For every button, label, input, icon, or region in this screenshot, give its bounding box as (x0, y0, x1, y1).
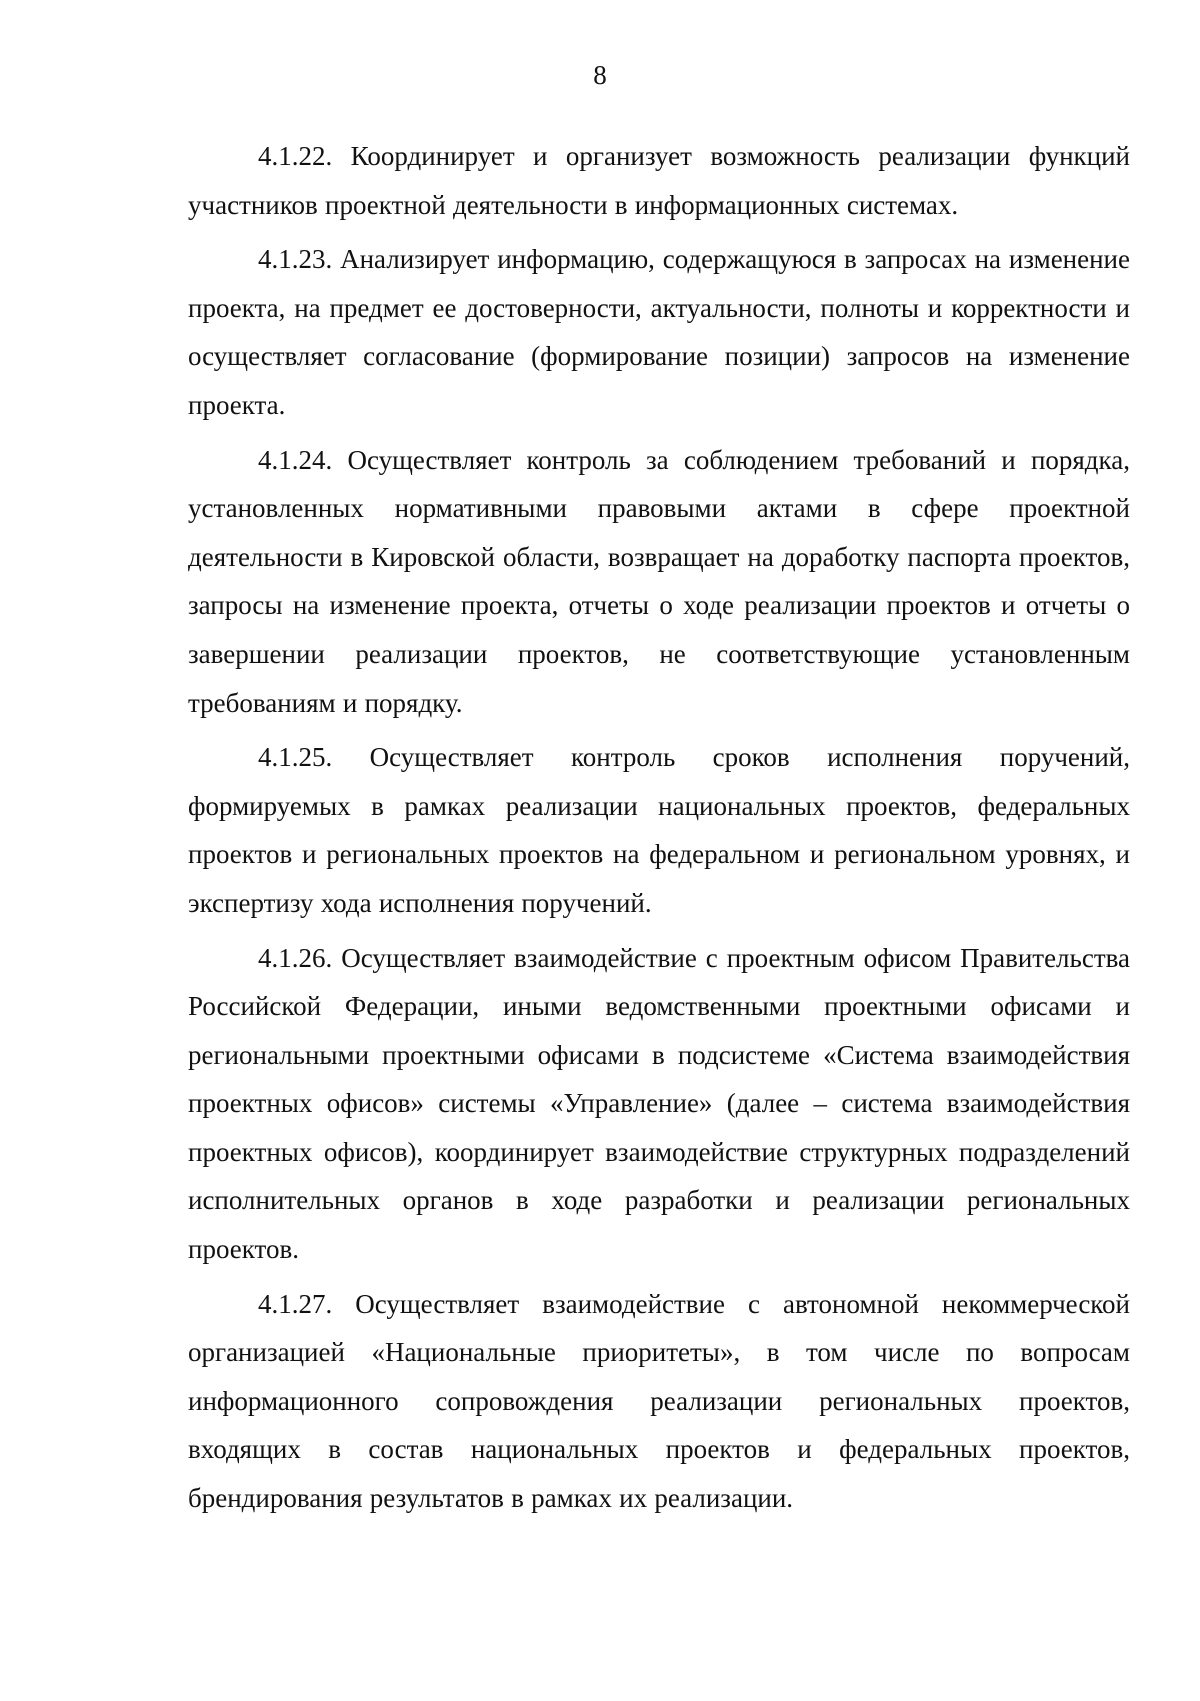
paragraph-4-1-24: 4.1.24. Осуществляет контроль за соблюдением требований и порядка, установленных нормативными правовыми актами в сфере проектной деятельности в Кировской области, возвращает на доработку паспорта проектов, запросы на изменение проекта, отчеты о ходе реализации проектов и отчеты о завершении реализации проектов, не соответствующие установленным требованиям и порядку. (188, 444, 1130, 718)
document-body (188, 132, 1130, 1529)
paragraph-4-1-26: 4.1.26. Осуществляет взаимодействие с проектным офисом Правительства Российской Федерации, иными ведомственными проектными офисами и региональными проектными офисами в подсистеме «Система взаимодействия проектных офисов» системы «Управление» (далее – система взаимодействия проектных офисов), координирует взаимодействие структурных подразделений исполнительных органов в ходе разработки и реализации региональных проектов. (188, 942, 1130, 1265)
page-number: 8 (593, 60, 607, 90)
paragraph-4-1-27: 4.1.27. Осуществляет взаимодействие с автономной некоммерческой организацией «Национальные приоритеты», в том числе по вопросам информационного сопровождения реализации региональных проектов, входящих в состав национальных проектов и федеральных проектов, брендирования результатов в рамках их реализации. (188, 1288, 1130, 1514)
paragraph-4-1-25: 4.1.25. Осуществляет контроль сроков исполнения поручений, формируемых в рамках реализации национальных проектов, федеральных проектов и региональных проектов на федеральном и региональном уровнях, и экспертизу хода исполнения поручений. (188, 742, 1130, 918)
paragraph-4-1-23: 4.1.23. Анализирует информацию, содержащуюся в запросах на изменение проекта, на предмет ее достоверности, актуальности, полноты и корректности и осуществляет согласование (формирование позиции) запросов на изменение проекта. (188, 244, 1130, 420)
paragraph-4-1-22: 4.1.22. Координирует и организует возможность реализации функций участников проектной деятельности в информационных системах. (188, 141, 1130, 220)
